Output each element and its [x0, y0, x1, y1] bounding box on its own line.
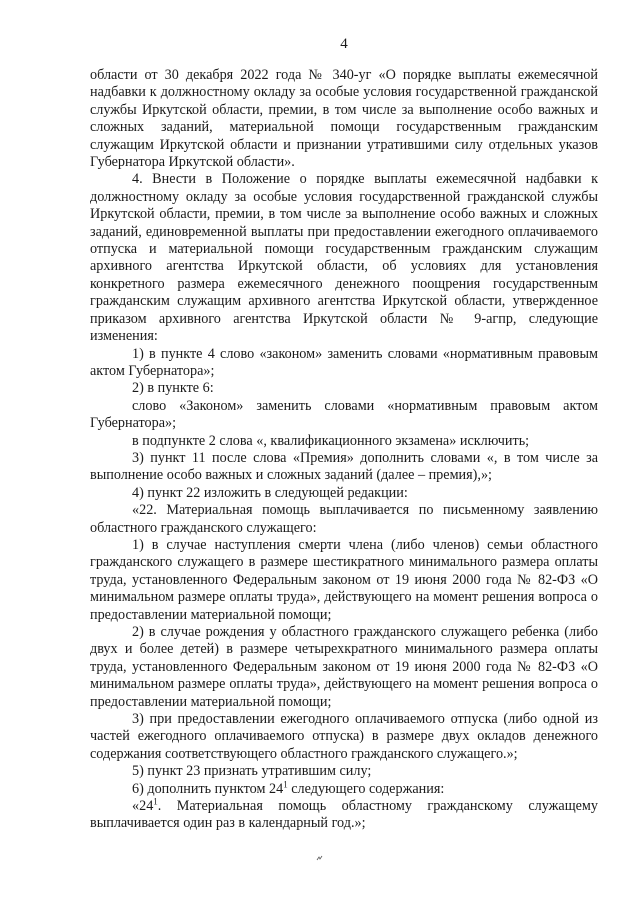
paragraph: 3) пункт 11 после слова «Премия» дополнить словами «, в том числе за выполнение особо важных и сложных заданий (далее – премия),»; — [90, 449, 598, 484]
paragraph: в подпункте 2 слова «, квалификационного экзамена» исключить; — [132, 432, 530, 449]
page-number: 4 — [340, 36, 348, 52]
paragraph: 4. Внести в Положение о порядке выплаты ежемесячной надбавки к должностному окладу за особые условия государственной гражданской службы Иркутской области, премии, в том числе за выполнение особо важных и сложных заданий, единовременной выплаты при предоставлении ежегодного оплачиваемого отпуска и материальной помощи государственным гражданским служащим архивного агентства Иркутской области, об условиях для установления конкретного размера ежемесячного денежного поощрения государственным гражданским служащим архивного агентства Иркутской области, утвержденное приказом архивного агентства Иркутской области № 9-агпр, следующие изменения: — [90, 171, 598, 345]
superscript: 1 — [283, 778, 288, 789]
scan-mark-icon — [316, 854, 324, 862]
paragraph: 4) пункт 22 изложить в следующей редакции: — [132, 484, 408, 501]
paragraph: области от 30 декабря 2022 года № 340-уг «О порядке выплаты ежемесячной надбавки к должностному окладу за особые условия государственной гражданской службы Иркутской области, премии, в том числе за выполнение особо важных и сложных заданий, материальной помощи государственным гражданским служащим Иркутской области и признании утратившими силу отдельных указов Губернатора Иркутской области». — [90, 67, 598, 171]
superscript: 1 — [153, 796, 158, 807]
paragraph: слово «Законом» заменить словами «нормативным правовым актом Губернатора»; — [90, 397, 598, 432]
paragraph: «22. Материальная помощь выплачивается по письменному заявлению областного гражданского служащего: — [90, 502, 598, 536]
paragraph: 6) дополнить пунктом $24^1$ следующего содержания: — [132, 778, 445, 797]
paragraph: 5) пункт 23 признать утратившим силу; — [132, 763, 372, 780]
paragraph: 3) при предоставлении ежегодного оплачиваемого отпуска (либо одной из частей ежегодного оплачиваемого отпуска) в размере двух окладов денежного содержания соответствующего областного гражданского служащего.»; — [90, 711, 598, 762]
paragraph: «$24^1$. Материальная помощь областному гражданскому служащему выплачивается один раз в календарный год.»; — [90, 796, 598, 832]
paragraph: 2) в пункте 6: — [132, 380, 214, 397]
paragraph: 1) в пункте 4 слово «законом» заменить словами «нормативным правовым актом Губернатора»; — [90, 345, 598, 379]
paragraph: 1) в случае наступления смерти члена (либо членов) семьи областного гражданского служащего в размере шестикратного минимального размера оплаты труда, установленного Федеральным законом от 19 июня 2000 года № 82-ФЗ «О минимальном размере оплаты труда», действующего на момент решения вопроса о предоставлении материальной помощи; — [90, 536, 598, 623]
document-body — [90, 67, 598, 833]
paragraph: 2) в случае рождения у областного гражданского служащего ребенка (либо двух и более детей) в размере четырехкратного минимального размера оплаты труда, установленного Федеральным законом от 19 июня 2000 года № 82-ФЗ «О минимальном размере оплаты труда», действующего на момент решения вопроса о предоставлении материальной помощи; — [90, 624, 598, 710]
